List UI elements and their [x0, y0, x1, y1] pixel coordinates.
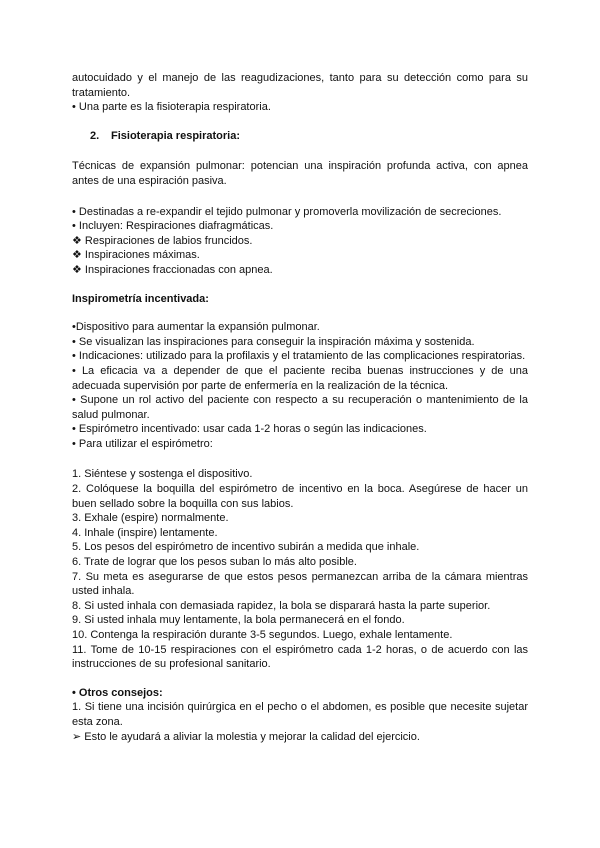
step-item: 6. Trate de lograr que los pesos suban lo más alto posible. — [72, 556, 357, 569]
step-item: 2. Colóquese la boquilla del espirómetro de incentivo en la boca. Asegúrese de hacer un buen sellado sobre la boquilla con sus labios. — [72, 483, 528, 510]
step-item: 1. Siéntese y sostenga el dispositivo. — [72, 468, 253, 481]
list-item: • Incluyen: Respiraciones diafragmáticas. — [72, 220, 274, 233]
step-item: 11. Tome de 10-15 respiraciones con el espirómetro cada 1-2 horas, o de acuerdo con las instrucciones de su profesional sanitario. — [72, 643, 528, 671]
techniques-paragraph: Técnicas de expansión pulmonar: potencian una inspiración profunda activa, con apnea antes de una espiración pasiva. — [72, 160, 528, 187]
step-item: 4. Inhale (inspire) lentamente. — [72, 526, 218, 539]
document-page — [72, 71, 528, 744]
section-number: 2. — [90, 129, 100, 142]
list-item: • Espirómetro incentivado: usar cada 1-2 horas o según las indicaciones. — [72, 423, 427, 436]
list-item: •Dispositivo para aumentar la expansión pulmonar. — [72, 321, 320, 334]
intro-continuation: autocuidado y el manejo de las reagudizaciones, tanto para su detección como para su tratamiento. — [72, 72, 528, 99]
section-heading — [72, 129, 528, 144]
list-item: ❖ Inspiraciones máximas. — [72, 249, 200, 262]
section-title: Fisioterapia respiratoria: — [111, 129, 240, 142]
tip-item: 1. Si tiene una incisión quirúrgica en el pecho o el abdomen, es posible que necesite sujetar esta zona. — [72, 701, 528, 728]
step-item: 9. Si usted inhala muy lentamente, la bola permanecerá en el fondo. — [72, 614, 405, 627]
step-item: 5. Los pesos del espirómetro de incentivo subirán a medida que inhale. — [72, 541, 420, 554]
list-item: • Se visualizan las inspiraciones para conseguir la inspiración máxima y sostenida. — [72, 335, 475, 348]
step-item: 3. Exhale (espire) normalmente. — [72, 512, 229, 525]
list-item: • Indicaciones: utilizado para la profilaxis y el tratamiento de las complicaciones respiratorias. — [72, 350, 526, 363]
step-item: 7. Su meta es asegurarse de que estos pesos permanezcan arriba de la cámara mientras usted inhala. — [72, 570, 528, 598]
list-item: ❖ Inspiraciones fraccionadas con apnea. — [72, 263, 273, 276]
incentive-title: Inspirometría incentivada: — [72, 292, 209, 305]
step-item: 8. Si usted inhala con demasiada rapidez, la bola se disparará hasta la parte superior. — [72, 599, 491, 612]
step-item: 10. Contenga la respiración durante 3-5 segundos. Luego, exhale lentamente. — [72, 629, 453, 641]
list-item: • Supone un rol activo del paciente con respecto a su recuperación o mantenimiento de la salud pulmonar. — [72, 394, 528, 421]
list-item: ❖ Respiraciones de labios fruncidos. — [72, 234, 253, 247]
list-item: • Para utilizar el espirómetro: — [72, 437, 213, 450]
list-item: • Destinadas a re-expandir el tejido pulmonar y promoverla movilización de secreciones. — [72, 205, 502, 218]
intro-bullet: • Una parte es la fisioterapia respiratoria. — [72, 101, 271, 114]
tip-item: ➢ Esto le ayudará a aliviar la molestia y mejorar la calidad del ejercicio. — [72, 730, 420, 743]
tips-title: • Otros consejos: — [72, 686, 163, 699]
list-item: • La eficacia va a depender de que el paciente reciba buenas instrucciones y de una adecuada supervisión por parte de enfermería en la realización de la técnica. — [72, 364, 528, 392]
